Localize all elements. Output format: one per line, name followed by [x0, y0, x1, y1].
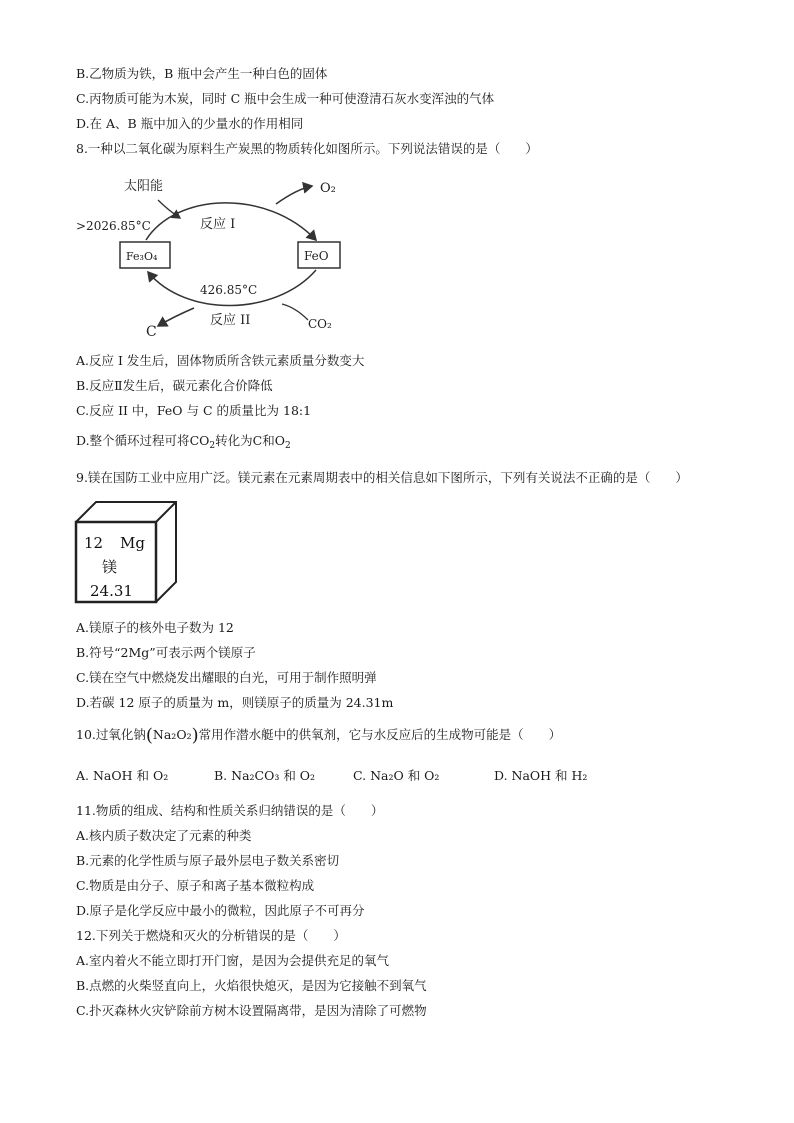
- q8-option-d: D.整个循环过程可将$CO_2$转化为C和$O_2$: [76, 433, 291, 451]
- co2-label: CO₂: [308, 317, 332, 331]
- q8-d-co2: CO: [189, 433, 210, 448]
- q10-stem: 10.过氧化钠(Na₂O₂)常用作潜水艇中的供氧剂，它与水反应后的生成物可能是（ ）: [76, 725, 562, 746]
- q8-d-o2: O: [274, 433, 285, 448]
- atomic-number: 12: [84, 534, 104, 552]
- q8-d-prefix: D.整个循环过程可将: [76, 433, 190, 448]
- co2-arrow: [282, 304, 308, 320]
- element-name: 镁: [102, 558, 118, 576]
- q12-option-b: B.点燃的火柴竖直向上，火焰很快熄灭，是因为它接触不到氧气: [76, 978, 427, 993]
- reaction2-label: 反应 II: [210, 313, 251, 328]
- q8-option-b: B.反应Ⅱ发生后，碳元素化合价降低: [76, 378, 273, 393]
- q9-option-d: D.若碳 12 原子的质量为 m，则镁原子的质量为 24.31m: [76, 695, 394, 710]
- q8-option-a: A.反应 I 发生后，固体物质所含铁元素质量分数变大: [76, 353, 365, 368]
- q10-option-c: C. Na₂O 和 O₂: [353, 768, 440, 783]
- q9-option-b: B.符号“2Mg”可表示两个镁原子: [76, 645, 256, 660]
- q9-stem: 9.镁在国防工业中应用广泛。镁元素在元素周期表中的相关信息如下图所示，下列有关说法不正确的是（ ）: [76, 470, 688, 485]
- q10-option-b: B. Na₂CO₃ 和 O₂: [214, 768, 316, 783]
- q8-d-c: C: [252, 433, 263, 448]
- o2-arrow: [276, 186, 312, 204]
- atomic-mass: 24.31: [90, 582, 133, 600]
- q7-option-d: D.在 A、B 瓶中加入的少量水的作用相同: [76, 116, 304, 131]
- fe3o4-label: Fe₃O₄: [126, 250, 158, 263]
- q10-formula: Na₂O₂: [152, 727, 192, 742]
- reaction1-label: 反应 I: [200, 217, 236, 232]
- q9-option-a: A.镁原子的核外电子数为 12: [76, 620, 234, 635]
- q12-option-c: C.扑灭森林火灾铲除前方树木设置隔离带，是因为清除了可燃物: [76, 1003, 427, 1018]
- iron-oxide-cycle-diagram: [76, 168, 366, 344]
- high-temp-label: >2026.85°C: [76, 219, 151, 233]
- q10-option-d: D. NaOH 和 H₂: [494, 768, 588, 783]
- q7-option-c: C.丙物质可能为木炭，同时 C 瓶中会生成一种可使澄清石灰水变浑浊的气体: [76, 91, 495, 106]
- q11-option-b: B.元素的化学性质与原子最外层电子数关系密切: [76, 853, 340, 868]
- low-temp-label: 426.85°C: [200, 283, 258, 297]
- q11-option-a: A.核内质子数决定了元素的种类: [76, 828, 252, 843]
- q8-d-and: 和: [262, 433, 275, 448]
- magnesium-element-cell: [70, 496, 182, 608]
- q11-option-c: C.物质是由分子、原子和离子基本微粒构成: [76, 878, 315, 893]
- q11-stem: 11.物质的组成、结构和性质关系归纳错误的是（ ）: [76, 803, 384, 818]
- q10-options: [76, 766, 716, 786]
- feo-label: FeO: [304, 249, 329, 263]
- sun-label: 太阳能: [124, 179, 164, 194]
- q8-stem: 8.一种以二氧化碳为原料生产炭黑的物质转化如图所示。下列说法错误的是（ ）: [76, 141, 538, 156]
- q12-stem: 12.下列关于燃烧和灭火的分析错误的是（ ）: [76, 928, 346, 943]
- q10-stem-suffix: 常用作潜水艇中的供氧剂，它与水反应后的生成物可能是（ ）: [198, 727, 562, 742]
- q7-option-b: B.乙物质为铁，B 瓶中会产生一种白色的固体: [76, 66, 328, 81]
- q10-option-a: A. NaOH 和 O₂: [76, 768, 169, 783]
- q11-option-d: D.原子是化学反应中最小的微粒，因此原子不可再分: [76, 903, 365, 918]
- o2-label: O₂: [320, 181, 336, 196]
- q12-option-a: A.室内着火不能立即打开门窗，是因为会提供充足的氧气: [76, 953, 390, 968]
- c-arrow: [158, 308, 194, 326]
- carbon-label: C: [146, 324, 157, 340]
- q9-option-c: C.镁在空气中燃烧发出耀眼的白光，可用于制作照明弹: [76, 670, 377, 685]
- q10-stem-prefix: 10.过氧化钠: [76, 727, 146, 742]
- sun-arrow: [158, 200, 180, 218]
- element-symbol: Mg: [120, 534, 145, 552]
- q8-option-c: C.反应 II 中，FeO 与 C 的质量比为 18:1: [76, 403, 312, 418]
- q8-d-mid: 转化为: [215, 433, 253, 448]
